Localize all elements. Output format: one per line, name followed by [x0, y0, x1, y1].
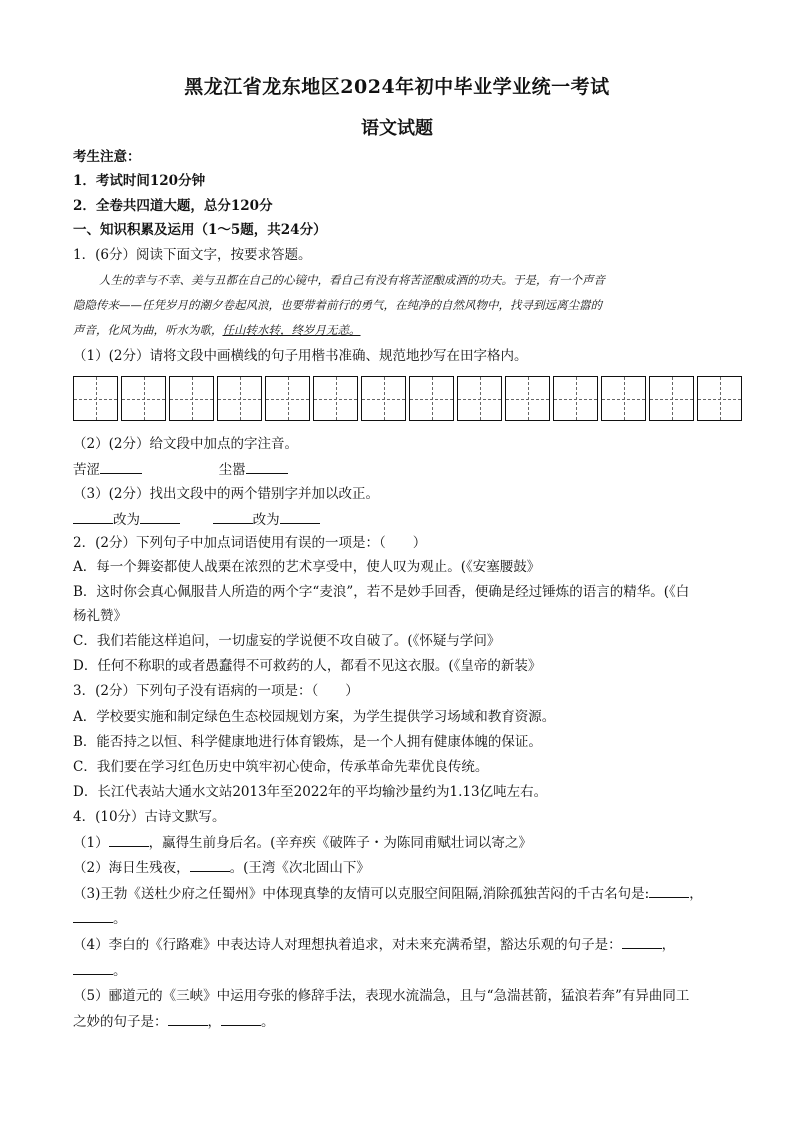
word-kuse: 苦涩: [73, 462, 100, 478]
q4-2-blank[interactable]: [190, 857, 230, 872]
q4-2-text: （2）海日生残夜，: [73, 860, 190, 876]
q1-sub3: （3）(2分）找出文段中的两个错别字并加以改正。: [73, 486, 379, 502]
q1-passage: [73, 268, 725, 293]
q4-1-text: ，赢得生前身后名。(辛弃疾《破阵子・为陈同甫赋壮词以寄之》: [148, 835, 532, 851]
q2-option-a: A．每一个舞姿都使人战栗在浓烈的艺术享受中，使人叹为观止。(《安塞腰鼓》: [73, 559, 541, 575]
exam-subtitle: 语文试题: [361, 118, 433, 139]
q4-3-end: 。: [113, 911, 127, 927]
q4-item-4: [73, 934, 733, 955]
notice-item-1: 1．考试时间120分钟: [73, 173, 206, 189]
q4-item-1: [73, 832, 733, 853]
q4-5-blank-1[interactable]: [168, 1011, 208, 1026]
tianzige-cell[interactable]: [649, 376, 694, 421]
q1-sub2: （2）(2分）给文段中加点的字注音。: [73, 436, 298, 452]
pinyin-blank-1[interactable]: [100, 459, 142, 474]
change-to-2: 改为: [252, 512, 280, 528]
wrong-char-blank-2[interactable]: [213, 509, 253, 524]
tianzige-cell[interactable]: [121, 376, 166, 421]
q4-item-5: （5）郦道元的《三峡》中运用夸张的修辞手法，表现水流湍急，且与“急湍甚箭，猛浪若奔”有异曲同工: [73, 988, 690, 1004]
tianzige-cell[interactable]: [361, 376, 406, 421]
q1-stem: 1．(6分）阅读下面文字，按要求答题。: [73, 247, 312, 263]
q3-option-c: C．我们要在学习红色历史中筑牢初心使命，传承革命先辈优良传统。: [73, 759, 489, 775]
q1-passage-3: [73, 318, 725, 343]
change-to-1: 改为: [113, 512, 140, 528]
passage-line-2: 隐隐传来——任凭岁月的潮夕卷起风浪，也要带着前行的勇气，在纯净的自然风物中，找寻到远离尘嚣的: [73, 298, 602, 312]
q4-stem: 4．(10分）古诗文默写。: [73, 809, 226, 825]
tianzige-grid[interactable]: [73, 376, 745, 421]
q4-4-sep: ，: [661, 937, 676, 953]
right-char-blank-2[interactable]: [280, 509, 320, 524]
right-char-blank-1[interactable]: [140, 509, 180, 524]
q4-5-blank-2[interactable]: [221, 1011, 261, 1026]
q4-5-sep: ，: [207, 1014, 221, 1030]
q4-3-sep: ，: [689, 886, 703, 902]
q3-stem: 3．(2分）下列句子没有语病的一项是：（ ）: [73, 683, 359, 699]
q4-5-end: 。: [261, 1014, 275, 1030]
notice-heading: 考生注意：: [73, 149, 141, 165]
q4-2-source: 。(王湾《次北固山下》: [229, 860, 370, 876]
tianzige-cell[interactable]: [169, 376, 214, 421]
notice-item-2: 2．全卷共四道大题，总分120分: [73, 198, 273, 214]
tianzige-cell[interactable]: [505, 376, 550, 421]
word-chenxiao: 尘嚣: [218, 462, 246, 478]
q2-option-b: B．这时你会真心佩服昔人所造的两个字“麦浪”，若不是妙手回香，便确是经过锤炼的语言的精华。(《白: [73, 584, 690, 600]
q3-option-a: A．学校要实施和制定绿色生态校园规划方案，为学生提供学习场域和教育资源。: [73, 709, 556, 725]
q4-1-prefix: （1）: [73, 835, 109, 851]
q2-option-d: D．任何不称职的或者愚蠢得不可救药的人，都看不见这衣服。(《皇帝的新装》: [73, 658, 542, 674]
q3-option-b: B．能否持之以恒、科学健康地进行体育锻炼，是一个人拥有健康体魄的保证。: [73, 734, 542, 750]
q4-4-end: 。: [113, 963, 127, 979]
q2-stem: 2．(2分）下列句子中加点词语使用有误的一项是：（ ）: [73, 535, 427, 551]
q4-item-5-cont: [73, 1011, 733, 1032]
q4-5-text: 之妙的句子是：: [73, 1014, 168, 1030]
q4-item-4-cont: [73, 960, 733, 981]
q4-item-3: [73, 883, 733, 904]
q4-1-blank[interactable]: [109, 832, 149, 847]
tianzige-cell[interactable]: [217, 376, 262, 421]
section-heading: 一、知识积累及运用（1～5题，共24分）: [73, 222, 327, 238]
tianzige-cell[interactable]: [457, 376, 502, 421]
pinyin-blank-2[interactable]: [246, 459, 288, 474]
tianzige-cell[interactable]: [409, 376, 454, 421]
tianzige-cell[interactable]: [553, 376, 598, 421]
q2-option-c: C．我们若能这样追问，一切虚妄的学说便不攻自破了。(《怀疑与学问》: [73, 633, 501, 649]
q4-4-text: （4）李白的《行路难》中表达诗人对理想执着追求，对未来充满希望，豁达乐观的句子是：: [73, 937, 622, 953]
tianzige-cell[interactable]: [601, 376, 646, 421]
tianzige-cell[interactable]: [697, 376, 742, 421]
passage-line-1: 人生的幸与不幸、美与丑都在自己的心镜中，看自己有没有将苦涩酿成酒的功夫。于是，有一个声音: [99, 273, 605, 287]
q1-correction-row: [73, 509, 733, 530]
wrong-char-blank-1[interactable]: [73, 509, 113, 524]
q4-3-text: （3)王勃《送杜少府之任蜀州》中体现真挚的友情可以克服空间阻隔,消除孤独苦闷的千古名句是:: [73, 886, 650, 902]
q1-sub1: （1）(2分）请将文段中画横线的句子用楷书准确、规范地抄写在田字格内。: [73, 348, 528, 364]
q4-item-2: [73, 857, 733, 878]
q4-4-blank-2[interactable]: [73, 960, 113, 975]
tianzige-cell[interactable]: [73, 376, 118, 421]
q1-pinyin-row: [73, 459, 733, 480]
tianzige-cell[interactable]: [313, 376, 358, 421]
q4-3-blank-1[interactable]: [649, 883, 689, 898]
underlined-sentence: 任山转水转，终岁月无恙。: [222, 323, 361, 337]
tianzige-cell[interactable]: [265, 376, 310, 421]
passage-line-3: 声音，化风为曲，听水为歌，: [73, 323, 223, 337]
q3-option-d: D．长江代表站大通水文站2013年至2022年的平均输沙量约为1.13亿吨左右。: [73, 784, 548, 800]
q4-4-blank-1[interactable]: [622, 934, 662, 949]
q4-3-blank-2[interactable]: [73, 908, 113, 923]
q1-passage-2: [73, 293, 725, 318]
exam-title: 黑龙江省龙东地区2024年初中毕业学业统一考试: [184, 76, 610, 98]
q4-item-3-cont: [73, 908, 733, 929]
q2-option-b-cont: 杨礼赞》: [73, 608, 127, 624]
